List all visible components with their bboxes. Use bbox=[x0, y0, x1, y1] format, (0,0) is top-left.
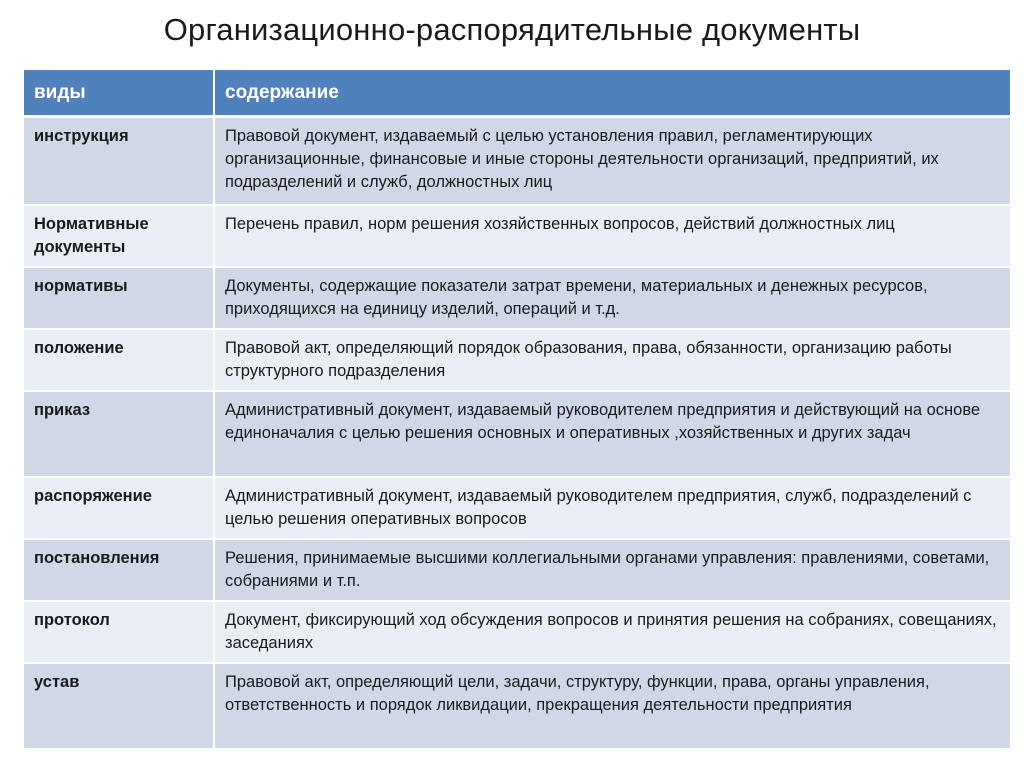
row-content: Правовой акт, определяющий порядок образования, права, обязанности, организацию работы структурного подразделения bbox=[214, 329, 1010, 391]
table-row bbox=[24, 391, 1010, 477]
row-content: Документ, фиксирующий ход обсуждения вопросов и принятия решения на собраниях, совещаниях, заседаниях bbox=[214, 601, 1010, 663]
row-kind: приказ bbox=[24, 391, 214, 477]
row-kind: положение bbox=[24, 329, 214, 391]
table-row bbox=[24, 267, 1010, 329]
row-kind: протокол bbox=[24, 601, 214, 663]
table-row bbox=[24, 601, 1010, 663]
row-content: Правовой документ, издаваемый с целью установления правил, регламентирующих организационные, финансовые и иные стороны деятельности организаций, предприятий, их подразделений и служб, должностных лиц bbox=[214, 117, 1010, 205]
row-content: Административный документ, издаваемый руководителем предприятия и действующий на основе единоначалия с целью решения основных и оперативных ,хозяйственных и других задач bbox=[214, 391, 1010, 477]
row-content: Документы, содержащие показатели затрат времени, материальных и денежных ресурсов, приходящихся на единицу изделий, операций и т.д. bbox=[214, 267, 1010, 329]
table-row bbox=[24, 477, 1010, 539]
row-kind: нормативы bbox=[24, 267, 214, 329]
row-kind: инструкция bbox=[24, 117, 214, 205]
table-row bbox=[24, 329, 1010, 391]
table-row bbox=[24, 663, 1010, 749]
table-row bbox=[24, 117, 1010, 205]
row-kind: постановления bbox=[24, 539, 214, 601]
row-kind: Нормативные документы bbox=[24, 205, 214, 267]
row-kind: распоряжение bbox=[24, 477, 214, 539]
header-content: содержание bbox=[214, 70, 1010, 117]
row-content: Правовой акт, определяющий цели, задачи, структуру, функции, права, органы управления, ответственность и порядок ликвидации, прекращения деятельности предприятия bbox=[214, 663, 1010, 749]
documents-table bbox=[24, 70, 1010, 750]
page-title: Организационно-распорядительные документы bbox=[163, 12, 861, 47]
row-content: Перечень правил, норм решения хозяйственных вопросов, действий должностных лиц bbox=[214, 205, 1010, 267]
table-row bbox=[24, 539, 1010, 601]
row-content: Решения, принимаемые высшими коллегиальными органами управления: правлениями, советами, собраниями и т.п. bbox=[214, 539, 1010, 601]
table-header-row bbox=[24, 70, 1010, 117]
table-row bbox=[24, 205, 1010, 267]
row-content: Административный документ, издаваемый руководителем предприятия, служб, подразделений с целью решения оперативных вопросов bbox=[214, 477, 1010, 539]
row-kind: устав bbox=[24, 663, 214, 749]
header-kinds: виды bbox=[24, 70, 214, 117]
